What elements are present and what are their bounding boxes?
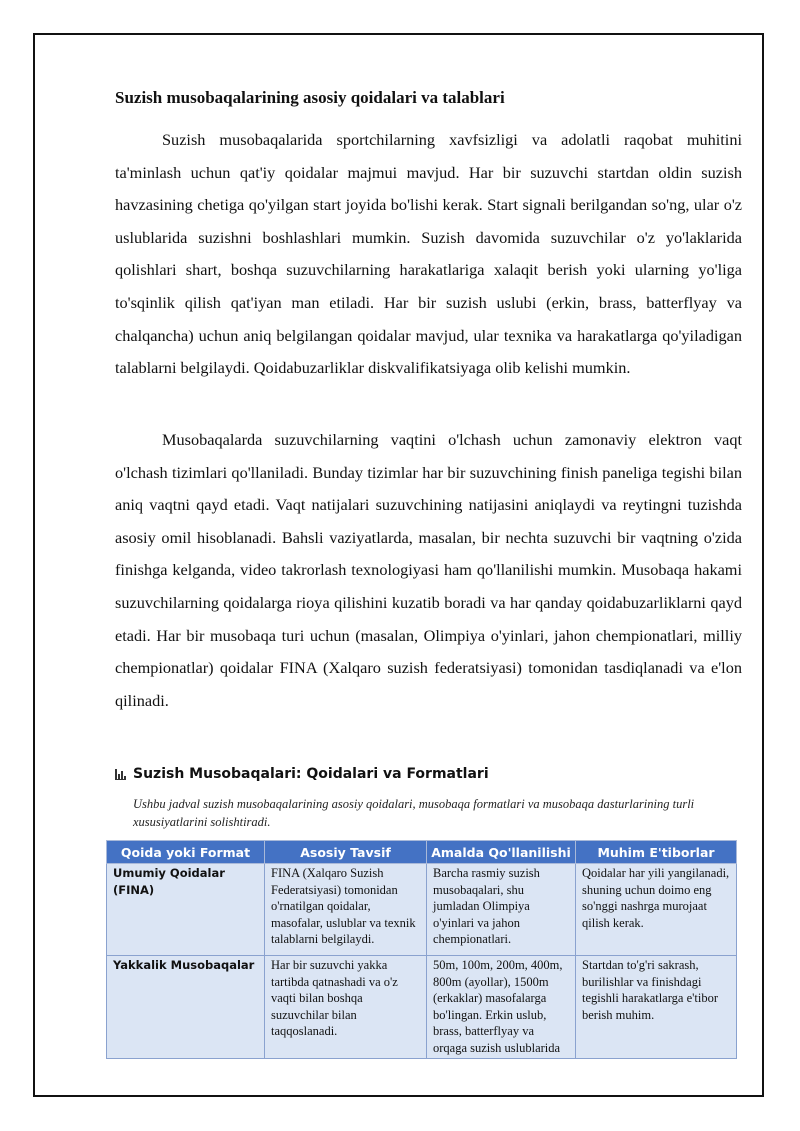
column-header: Muhim E'tiborlar <box>576 841 737 864</box>
table-cell: Startdan to'g'ri sakrash, burilishlar va finishdagi tegishli harakatlarga e'tibor berish muhim. <box>576 956 737 1059</box>
table-header-row <box>107 841 737 864</box>
table-caption: Ushbu jadval suzish musobaqalarining asosiy qoidalari, musobaqa formatlari va musobaqa dasturlarining turli xususiyatlarini solishtiradi. <box>133 797 695 829</box>
bar-chart-icon <box>115 769 126 780</box>
table-cell: Har bir suzuvchi yakka tartibda qatnashadi va o'z vaqti bilan boshqa suzuvchilar bilan taqqoslanadi. <box>265 956 427 1059</box>
column-header: Asosiy Tavsif <box>265 841 427 864</box>
table-cell: 50m, 100m, 200m, 400m, 800m (ayollar), 1500m (erkaklar) masofalarga bo'lingan. Erkin uslub, brass, batterflyay va orqaga suzish uslublarida <box>427 956 576 1059</box>
table-cell: Yakkalik Musobaqalar <box>107 956 265 1059</box>
table-cell: Umumiy Qoidalar (FINA) <box>107 864 265 956</box>
table-title-text: Suzish Musobaqalari: Qoidalari va Formatlari <box>133 766 489 782</box>
paragraph-rules: Suzish musobaqalarida sportchilarning xavfsizligi va adolatli raqobat muhitini ta'minlash uchun qat'iy qoidalar majmui mavjud. Har bir suzuvchi startdan oldin suzish havzasining chetiga qo'yilgan start joyida bo'lishi kerak. Start signali berilgandan so'ng, ular o'z uslublarida suzishni boshlashlari mumkin. Suzish davomida suzuvchilar o'z yo'laklarida qolishlari shart, boshqa suzuvchilarning harakatlariga xalaqit berish yoki ularning yo'liga to'sqinlik qilish qat'iyan man etiladi. Har bir suzish uslubi (erkin, brass, batterflyay va chalqancha) uchun aniq belgilangan qoidalar mavjud, ular texnika va harakatlarga qo'yiladigan talablarni belgilaydi. Qoidabuzarliklar diskvalifikatsiyaga olib kelishi mumkin. <box>115 130 742 378</box>
table-cell: Barcha rasmiy suzish musobaqalari, shu jumladan Olimpiya o'yinlari va jahon chempionatlari. <box>427 864 576 956</box>
rules-table <box>106 840 737 1059</box>
table-row <box>107 956 737 1059</box>
table-cell: FINA (Xalqaro Suzish Federatsiyasi) tomonidan o'rnatilgan qoidalar, masofalar, uslublar va texnik talablarni belgilaydi. <box>265 864 427 956</box>
section-heading: Suzish musobaqalarining asosiy qoidalari va talablari <box>115 88 505 107</box>
paragraph-timing: Musobaqalarda suzuvchilarning vaqtini o'lchash uchun zamonaviy elektron vaqt o'lchash tizimlari qo'llaniladi. Bunday tizimlar har bir suzuvchining finish paneliga tegishi bilan aniq vaqtni qayd etadi. Vaqt natijalari suzuvchining natijasini aniqlaydi va reytingni tuzishda asosiy omil hisoblanadi. Bahsli vaziyatlarda, masalan, bir nechta suzuvchi bir vaqtning o'zida finishga kelganda, video takrorlash texnologiyasi ham qo'llanilishi mumkin. Musobaqa hakami suzuvchilarning qoidalarga rioya qilishini kuzatib boradi va har qanday qoidabuzarliklarni qayd etadi. Har bir musobaqa turi uchun (masalan, Olimpiya o'yinlari, jahon chempionatlari, milliy chempionatlar) qoidalar FINA (Xalqaro suzish federatsiyasi) tomonidan tasdiqlanadi va e'lon qilinadi. <box>115 430 742 710</box>
column-header: Qoida yoki Format <box>107 841 265 864</box>
column-header: Amalda Qo'llanilishi <box>427 841 576 864</box>
table-cell: Qoidalar har yili yangilanadi, shuning uchun doimo eng so'nggi nashrga murojaat qilish kerak. <box>576 864 737 956</box>
table-title <box>115 766 755 782</box>
table-row <box>107 864 737 956</box>
